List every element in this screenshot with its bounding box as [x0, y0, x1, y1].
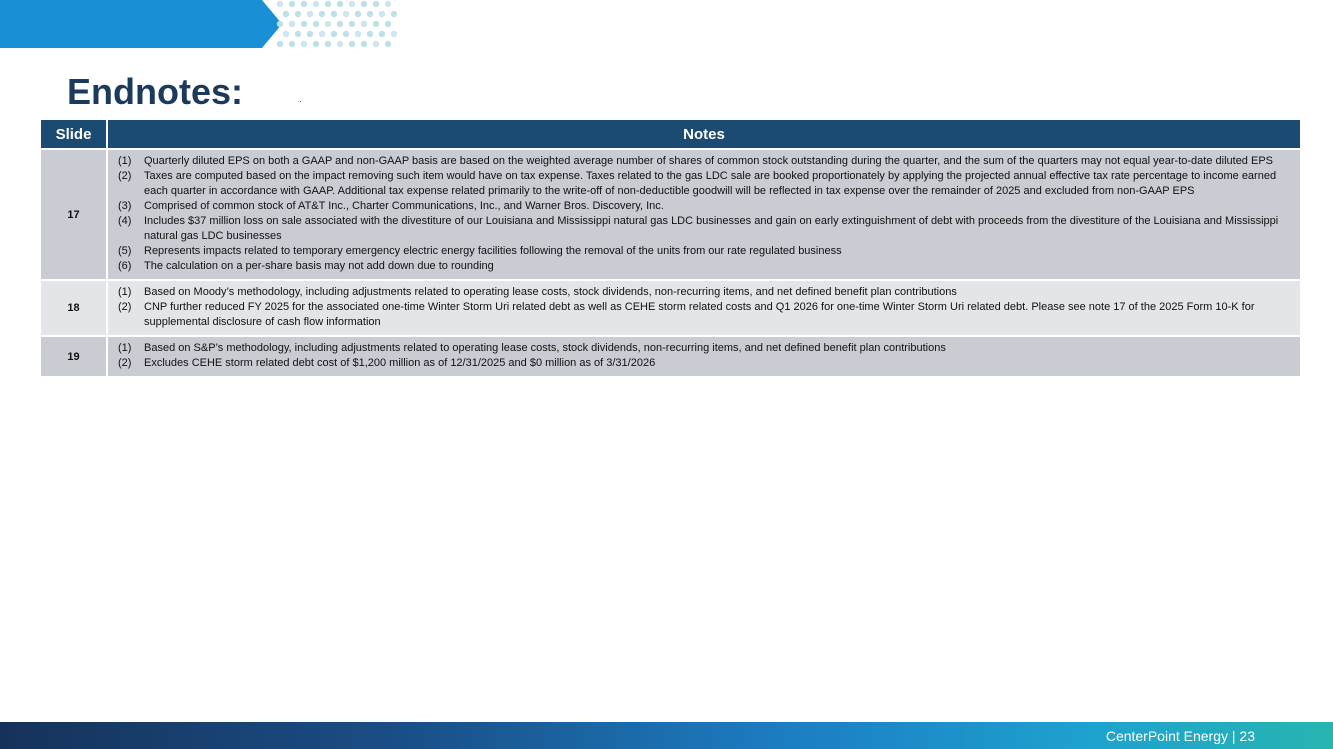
note-number: (3)	[118, 200, 132, 212]
note-item	[118, 244, 1292, 259]
note-text: Taxes are computed based on the impact removing such item would have on tax expense. Taxes related to the gas LDC sale are booked proportionately by applying the projected annual effective tax rate percentage to income earned each quarter in accordance with GAAP. Additional tax expense related primarily to the write-off of non-deductible goodwill will be reflected in tax expense over the remainder of 2025 and excluded from non-GAAP EPS	[144, 170, 1277, 197]
note-text: CNP further reduced FY 2025 for the associated one-time Winter Storm Uri related debt as well as CEHE storm related costs and Q1 2026 for one-time Winter Storm Uri related debt. Please see note 17 of the 2025 Form 10-K for supplemental disclosure of cash flow information	[144, 301, 1255, 328]
footer-bar	[0, 722, 1333, 749]
note-item	[118, 356, 1292, 371]
note-item	[118, 259, 1292, 274]
note-number: (1)	[118, 342, 132, 354]
top-banner-shape	[0, 0, 290, 48]
note-number: (2)	[118, 357, 132, 369]
note-number: (1)	[118, 286, 132, 298]
note-text: Based on Moody’s methodology, including adjustments related to operating lease costs, stock dividends, non-recurring items, and net defined benefit plan contributions	[144, 286, 957, 298]
stray-dot	[300, 101, 301, 102]
note-text: Comprised of common stock of AT&T Inc., Charter Communications, Inc., and Warner Bros. Discovery, Inc.	[144, 200, 664, 212]
notes-cell	[107, 149, 1300, 280]
note-number: (1)	[118, 155, 132, 167]
notes-cell	[107, 336, 1300, 377]
note-number: (4)	[118, 215, 132, 227]
note-text: Based on S&P’s methodology, including adjustments related to operating lease costs, stock dividends, non-recurring items, and net defined benefit plan contributions	[144, 342, 946, 354]
page-title: Endnotes:	[67, 71, 243, 112]
note-item	[118, 300, 1292, 330]
note-item	[118, 285, 1292, 300]
note-item	[118, 154, 1292, 169]
note-text: Quarterly diluted EPS on both a GAAP and non-GAAP basis are based on the weighted average number of shares of common stock outstanding during the quarter, and the sum of the quarters may not equal year-to-date diluted EPS	[144, 155, 1273, 167]
note-item	[118, 341, 1292, 356]
notes-list	[118, 341, 1292, 371]
note-text: Includes $37 million loss on sale associated with the divestiture of our Louisiana and Mississippi natural gas LDC businesses and gain on early extinguishment of debt with proceeds from the divestiture of the Louisiana and Mississippi natural gas LDC businesses	[144, 215, 1279, 242]
endnotes-table	[41, 120, 1300, 378]
table-row	[41, 336, 1300, 377]
note-text: Represents impacts related to temporary emergency electric energy facilities following the removal of the units from our rate regulated business	[144, 245, 842, 257]
note-number: (6)	[118, 260, 132, 272]
note-item	[118, 199, 1292, 214]
note-item	[118, 214, 1292, 244]
table-row	[41, 280, 1300, 336]
slide-number-cell: 18	[41, 280, 107, 336]
table-body	[41, 149, 1300, 377]
note-number: (2)	[118, 301, 132, 313]
table-header-row	[41, 120, 1300, 149]
slide-number-cell: 19	[41, 336, 107, 377]
notes-list	[118, 154, 1292, 274]
table-row	[41, 149, 1300, 280]
slide-number-cell: 17	[41, 149, 107, 280]
slide-column-header: Slide	[41, 120, 107, 149]
note-text: The calculation on a per-share basis may not add down due to rounding	[144, 260, 494, 272]
note-text: Excludes CEHE storm related debt cost of $1,200 million as of 12/31/2025 and $0 million as of 3/31/2026	[144, 357, 656, 369]
note-number: (5)	[118, 245, 132, 257]
decorative-dot-pattern	[262, 0, 402, 52]
footer-page-label: CenterPoint Energy | 23	[1105, 728, 1255, 744]
notes-column-header: Notes	[107, 120, 1300, 149]
note-item	[118, 169, 1292, 199]
notes-list	[118, 285, 1292, 330]
note-number: (2)	[118, 170, 132, 182]
notes-cell	[107, 280, 1300, 336]
